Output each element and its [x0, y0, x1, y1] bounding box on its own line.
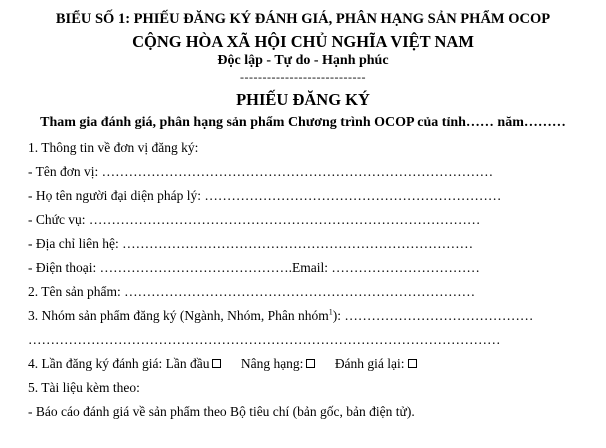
address-field: - Địa chỉ liên hệ: ……………………………………………………………………: [28, 236, 474, 251]
reassess-label: Đánh giá lại:: [334, 356, 405, 371]
product-group-label: 3. Nhóm sản phẩm đăng ký (Ngành, Nhóm, Phân nhóm: [28, 308, 329, 323]
section-unit-info: 1. Thông tin về đơn vị đăng ký:: [28, 140, 199, 155]
representative-field: - Họ tên người đại diện pháp lý: …………………………………………………………: [28, 188, 502, 203]
footnote-marker: 1: [328, 307, 333, 317]
national-motto: Độc lập - Tự do - Hạnh phúc: [217, 53, 389, 68]
product-group-continuation: ……………………………………………………………………………………………: [28, 332, 501, 347]
country-name: CỘNG HÒA XÃ HỘI CHỦ NGHĨA VIỆT NAM: [132, 32, 474, 51]
upgrade-checkbox[interactable]: [306, 359, 315, 368]
product-group-field: [28, 307, 533, 325]
product-name-field: 2. Tên sản phẩm: ……………………………………………………………………: [28, 284, 476, 299]
upgrade-label: Nâng hạng:: [240, 356, 304, 371]
position-field: - Chức vụ: ……………………………………………………………………………: [28, 212, 481, 227]
motto-separator: ----------------------------: [240, 70, 366, 84]
unit-name-field: - Tên đơn vị: ……………………………………………………………………………: [28, 164, 494, 179]
phone-email-field: - Điện thoại: …………………………………….Email: ……………………………: [28, 260, 480, 275]
product-group-dots: ): ……………………………………: [332, 308, 534, 323]
attachments-heading: 5. Tài liệu kèm theo:: [28, 380, 140, 395]
form-title: PHIẾU ĐĂNG KÝ: [236, 90, 370, 109]
form-subtitle: Tham gia đánh giá, phân hạng sản phẩm Chương trình OCOP của tỉnh…… năm………: [40, 115, 566, 130]
registration-type-row: [28, 355, 419, 373]
registration-first-label: 4. Lần đăng ký đánh giá: Lần đầu: [28, 356, 210, 371]
reassess-checkbox[interactable]: [408, 359, 417, 368]
form-code-heading: BIỂU SỐ 1: PHIẾU ĐĂNG KÝ ĐÁNH GIÁ, PHÂN HẠNG SẢN PHẨM OCOP: [55, 11, 551, 27]
attachment-report-item: - Báo cáo đánh giá về sản phẩm theo Bộ tiêu chí (bản gốc, bản điện tử).: [28, 404, 415, 419]
first-time-checkbox[interactable]: [212, 359, 221, 368]
